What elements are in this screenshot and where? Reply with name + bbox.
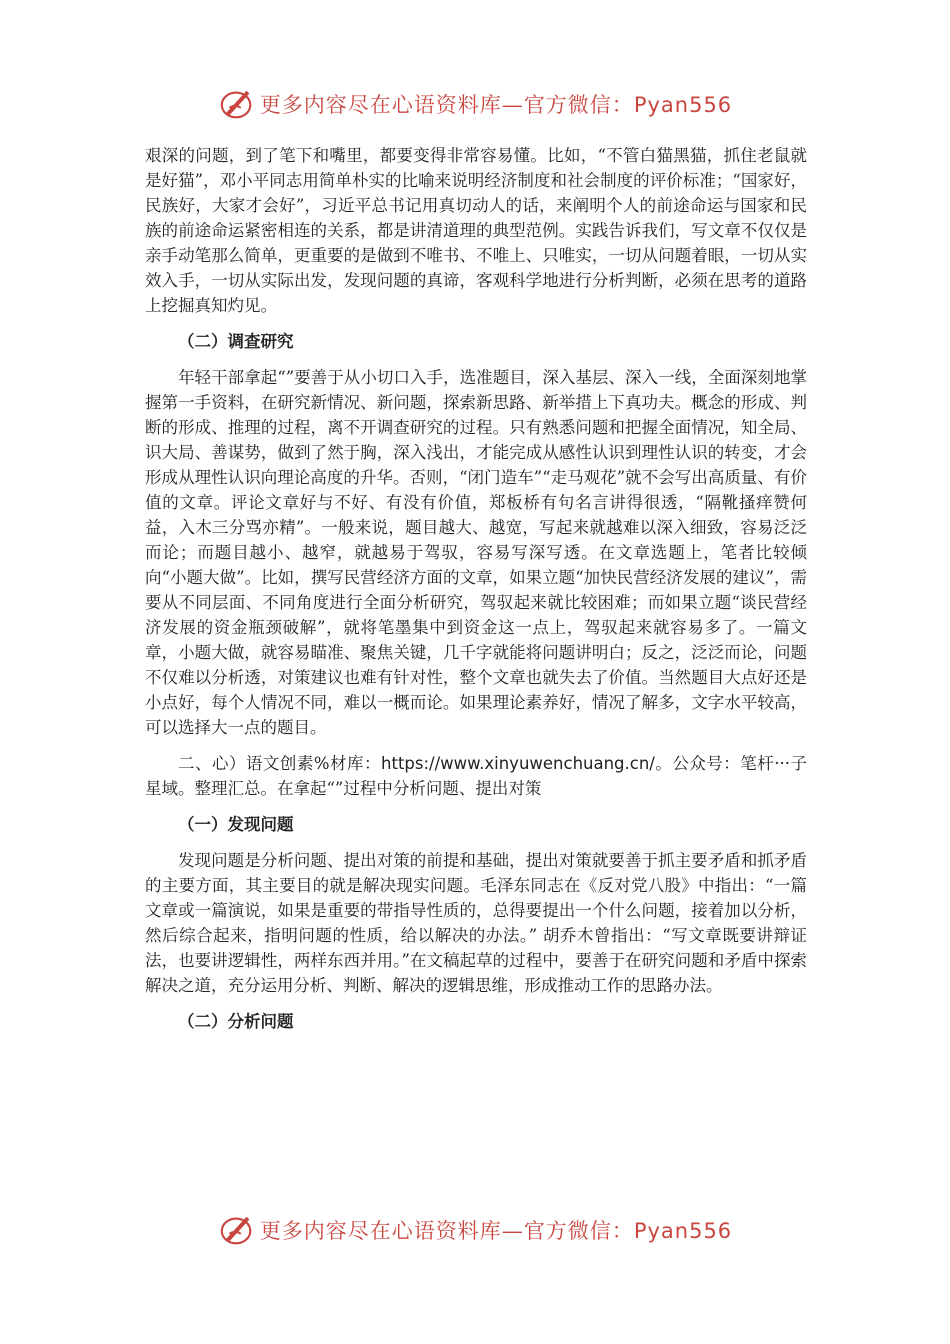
heading-survey: （二）调查研究	[178, 332, 294, 351]
heading-analyze-problem: （二）分析问题	[178, 1012, 294, 1031]
paragraph-section-two: 二、心）语文创素%材库：https://www.xinyuwenchuang.cn/。公众号：笔杆···子星域。整理汇总。在拿起“”过程中分析问题、提出对策	[145, 754, 807, 798]
quill-logo-icon	[218, 1211, 256, 1249]
paragraph-find-problem: 发现问题是分析问题、提出对策的前提和基础，提出对策就要善于抓主要矛盾和抓矛盾的主要方面，其主要目的就是解决现实问题。毛泽东同志在《反对党八股》中指出：“一篇文章或一篇演说，如果是重要的带指导性质的，总得要提出一个什么问题，接着加以分析，然后综合起来，指明问题的性质，给以解决的办法。” 胡乔木曾指出：“写文章既要讲辩证法，也要讲逻辑性，两样东西并用。”在文稿起草的过程中，要善于在研究问题和矛盾中探索解决之道，充分运用分析、判断、解决的逻辑思维，形成推动工作的思路办法。	[145, 851, 807, 995]
document-body	[145, 143, 807, 1034]
watermark-text: 更多内容尽在心语资料库—官方微信：Pyan556	[259, 93, 733, 117]
source-url: https://www.xinyuwenchuang.cn/	[381, 754, 655, 773]
heading-find-problem: （一）发现问题	[178, 815, 294, 834]
watermark-text: 更多内容尽在心语资料库—官方微信：Pyan556	[259, 1219, 733, 1243]
paragraph-intro: 艰深的问题，到了笔下和嘴里，都要变得非常容易懂。比如，“不管白猫黑猫，抓住老鼠就是好猫”，邓小平同志用简单朴实的比喻来说明经济制度和社会制度的评价标准；“国家好，民族好，大家才会好”，习近平总书记用真切动人的话，来阐明个人的前途命运与国家和民族的前途命运紧密相连的关系，都是讲清道理的典型范例。实践告诉我们，写文章不仅仅是亲手动笔那么简单，更重要的是做到不唯书、不唯上、只唯实，一切从问题着眼，一切从实效入手，一切从实际出发，发现问题的真谛，客观科学地进行分析判断，必须在思考的道路上挖掘真知灼见。	[145, 146, 807, 315]
footer-watermark	[0, 1210, 950, 1250]
paragraph-survey: 年轻干部拿起“”要善于从小切口入手，选准题目，深入基层、深入一线，全面深刻地掌握第一手资料，在研究新情况、新问题，探索新思路、新举措上下真功夫。概念的形成、判断的形成、推理的过程，离不开调查研究的过程。只有熟悉问题和把握全面情况，知全局、识大局、善谋势，做到了然于胸，深入浅出，才能完成从感性认识到理性认识的转变，才会形成从理性认识向理论高度的升华。否则，“闭门造车”“走马观花”就不会写出高质量、有价值的文章。评论文章好与不好、有没有价值，郑板桥有句名言讲得很透，“隔靴搔痒赞何益，入木三分骂亦精”。一般来说，题目越大、越宽，写起来就越难以深入细致，容易泛泛而论；而题目越小、越窄，就越易于驾驭，容易写深写透。在文章选题上，笔者比较倾向“小题大做”。比如，撰写民营经济方面的文章，如果立题“加快民营经济发展的建议”，需要从不同层面、不同角度进行全面分析研究，驾驭起来就比较困难；而如果立题“谈民营经济发展的资金瓶颈破解”，就将笔墨集中到资金这一点上，驾驭起来就容易多了。一篇文章，小题大做，就容易瞄准、聚焦关键，几千字就能将问题讲明白；反之，泛泛而论，问题不仅难以分析透，对策建议也难有针对性，整个文章也就失去了价值。当然题目大点好还是小点好，每个人情况不同，难以一概而论。如果理论素养好，情况了解多，文字水平较高，可以选择大一点的题目。	[145, 368, 807, 737]
header-watermark	[0, 84, 950, 124]
quill-logo-icon	[218, 85, 256, 123]
